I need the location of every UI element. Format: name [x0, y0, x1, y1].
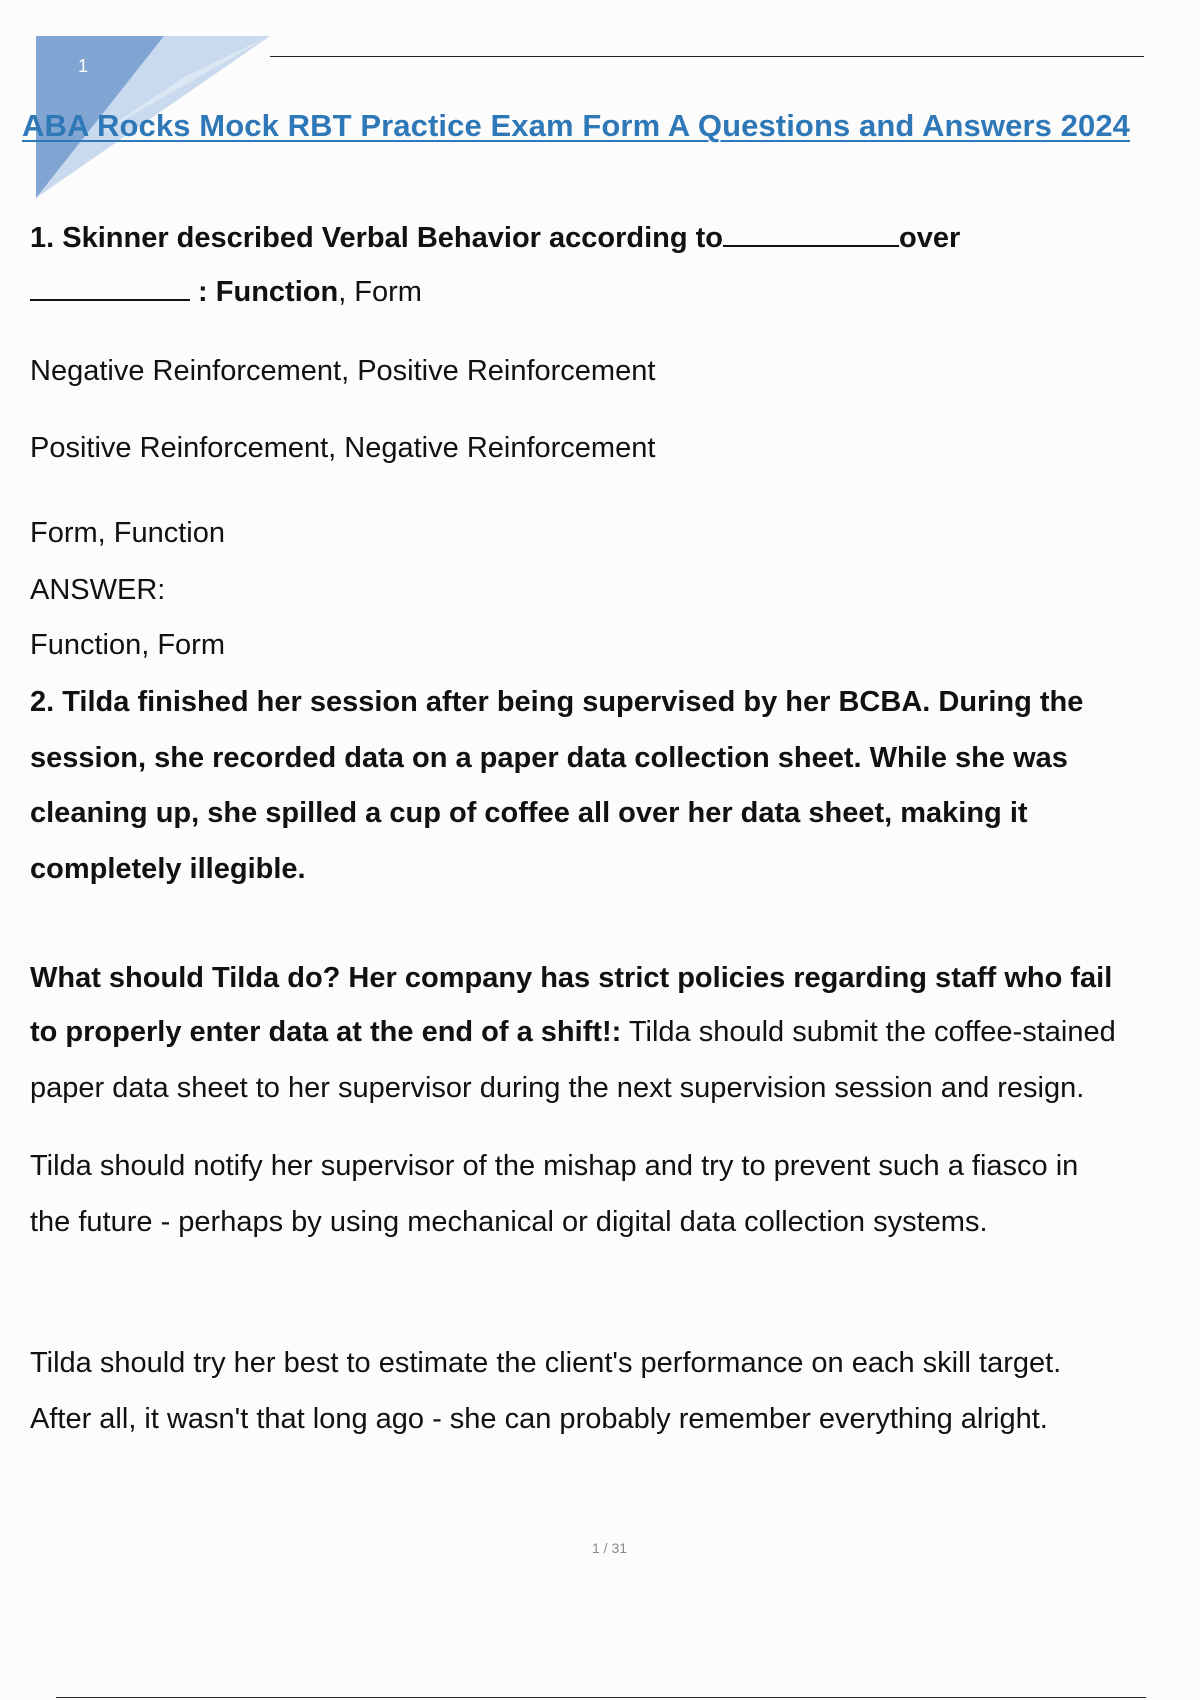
q2-prompt-line2: session, she recorded data on a paper data collection sheet. While she was — [30, 742, 1068, 774]
q2-option3-line2: After all, it wasn't that long ago - she can probably remember everything alright. — [30, 1403, 1048, 1435]
q1-prompt-line1 — [30, 224, 960, 253]
q2-option3-line1: Tilda should try her best to estimate the client's performance on each skill target. — [30, 1347, 1062, 1379]
q2-question-line2-bold: to properly enter data at the end of a shift!: — [30, 1016, 622, 1048]
q1-option-2: Positive Reinforcement, Negative Reinforcement — [30, 432, 656, 464]
q1-prompt-colon: : Function — [190, 276, 339, 308]
q2-prompt-line3: cleaning up, she spilled a cup of coffee all over her data sheet, making it — [30, 797, 1028, 829]
footer-page-indicator: 1 / 31 — [592, 1540, 628, 1556]
q1-prompt-over: over — [899, 222, 961, 254]
q2-question-line2 — [30, 1018, 1116, 1047]
q1-prompt-line2 — [30, 278, 422, 307]
q1-option-1: Negative Reinforcement, Positive Reinforcement — [30, 355, 656, 387]
q1-option-3: Form, Function — [30, 517, 225, 549]
q1-answer: Function, Form — [30, 629, 225, 661]
q2-prompt-line4: completely illegible. — [30, 853, 306, 885]
q1-blank-2 — [30, 279, 190, 301]
header-page-label: 1 — [78, 56, 89, 76]
q2-prompt-line1: 2. Tilda finished her session after being supervised by her BCBA. During the — [30, 686, 1084, 718]
q2-option2-line2: the future - perhaps by using mechanical or digital data collection systems. — [30, 1206, 988, 1238]
q1-prompt-start: 1. Skinner described Verbal Behavior according to — [30, 222, 724, 254]
q1-blank-1 — [723, 225, 899, 247]
footer-rule — [56, 1697, 1146, 1698]
q2-option2-line1: Tilda should notify her supervisor of the mishap and try to prevent such a fiasco in — [30, 1150, 1079, 1182]
q1-answer-label: ANSWER: — [30, 574, 166, 606]
q2-question-line1: What should Tilda do? Her company has strict policies regarding staff who fail — [30, 962, 1113, 994]
q2-option1-line1: Tilda should submit the coffee-stained — [621, 1016, 1116, 1048]
q2-option1-line2: paper data sheet to her supervisor during the next supervision session and resign. — [30, 1072, 1085, 1104]
header-rule — [270, 56, 1144, 57]
q1-prompt-answer-rest: , Form — [338, 276, 422, 308]
document-title-link[interactable]: ABA Rocks Mock RBT Practice Exam Form A Questions and Answers 2024 — [22, 108, 1131, 143]
